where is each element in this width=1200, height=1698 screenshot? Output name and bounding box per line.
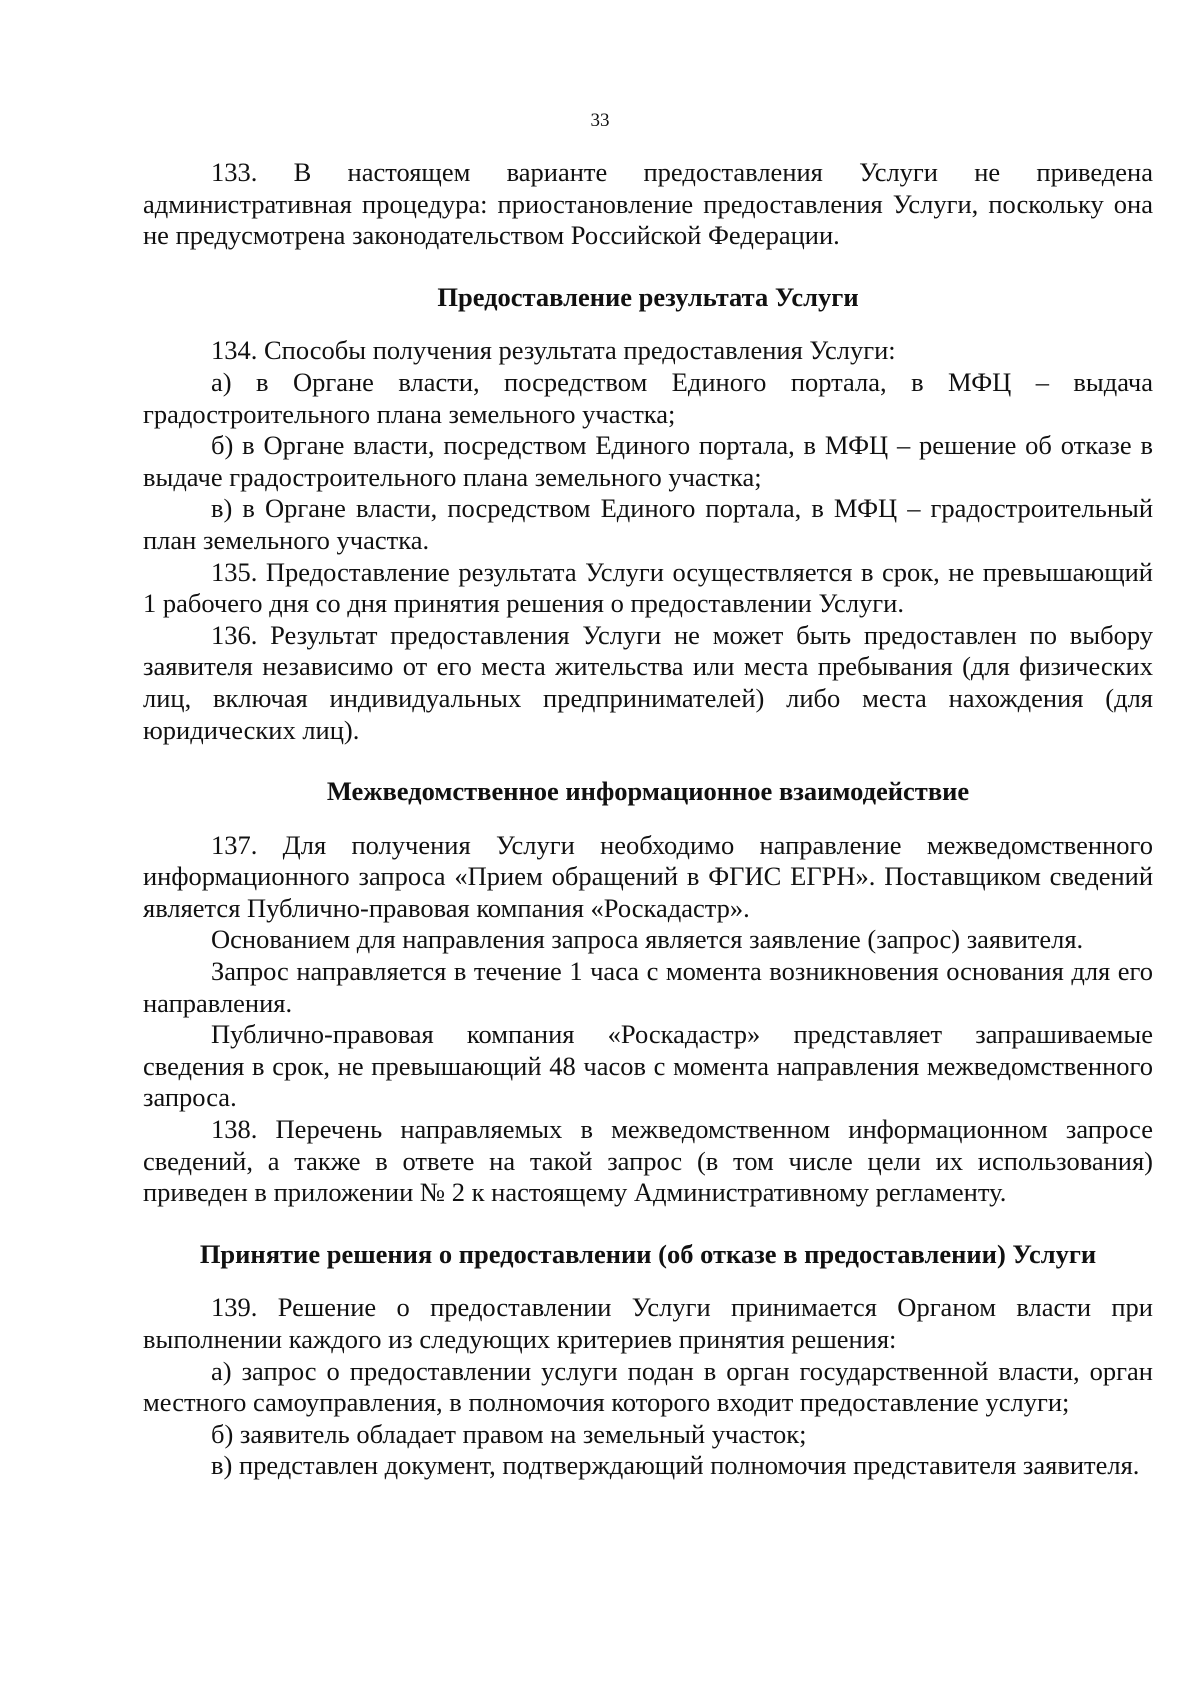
paragraph-139-v: в) представлен документ, подтверждающий полномочия представителя заявителя. [211,1450,1140,1481]
paragraph-134-a: а) в Органе власти, посредством Единого портала, в МФЦ – выдача градостроительного плана земельного участка; [143,366,1153,429]
paragraph-139-b: б) заявитель обладает правом на земельный участок; [211,1418,807,1449]
paragraph-134: 134. Способы получения результата предоставления Услуги: [211,335,896,366]
paragraph-134-b: б) в Органе власти, посредством Единого портала, в МФЦ – решение об отказе в выдаче градостроительного плана земельного участка; [143,430,1153,492]
document-body [143,157,1153,1482]
spacer [143,252,1153,282]
heading-result: Предоставление результата Услуги [437,281,859,312]
paragraph-138: 138. Перечень направляемых в межведомственном информационном запросе сведений, а также в ответе на такой запрос (в том числе цели их использования) приведен в приложении № 2 к настоящему Административному регламенту. [143,1114,1153,1208]
spacer [143,313,1153,335]
paragraph-136: 136. Результат предоставления Услуги не может быть предоставлен по выбору заявителя независимо от его места жительства или места пребывания (для физических лиц, включая индивидуальных предпринимателей) либо места нахождения (для юридических лиц). [143,619,1153,745]
paragraph-137-response: Публично-правовая компания «Роскадастр» представляет запрашиваемые сведения в срок, не превышающий 48 часов с момента направления межведомственного запроса. [143,1019,1153,1113]
paragraph-135: 135. Предоставление результата Услуги осуществляется в срок, не превышающий 1 рабочего дня со дня принятия решения о предоставлении Услуги. [143,556,1153,619]
paragraph-139-a: а) запрос о предоставлении услуги подан в орган государственной власти, орган местного самоуправления, в полномочия которого входит предоставление услуги; [143,1355,1153,1418]
paragraph-139: 139. Решение о предоставлении Услуги принимается Органом власти при выполнении каждого из следующих критериев принятия решения: [143,1292,1153,1354]
spacer [143,746,1153,776]
spacer [143,1270,1153,1292]
spacer [143,1209,1153,1239]
heading-decision: Принятие решения о предоставлении (об отказе в предоставлении) Услуги [199,1238,1097,1269]
heading-interagency: Межведомственное информационное взаимодействие [326,776,970,807]
paragraph-133: 133. В настоящем варианте предоставления Услуги не приведена административная процедура: приостановление предоставления Услуги, поскольку она не предусмотрена законодательством Российской Федерации. [143,157,1153,251]
paragraph-134-v: в) в Органе власти, посредством Единого портала, в МФЦ – градостроительный план земельного участка. [143,493,1153,555]
paragraph-137: 137. Для получения Услуги необходимо направление межведомственного информационного запроса «Прием обращений в ФГИС ЕГРН». Поставщиком сведений является Публично-правовая компания «Роскадастр». [143,829,1153,923]
paragraph-137-timing: Запрос направляется в течение 1 часа с момента возникновения основания для его направления. [143,956,1153,1018]
page-number: 33 [590,110,610,131]
paragraph-137-basis: Основанием для направления запроса является заявление (запрос) заявителя. [211,924,1084,955]
spacer [143,808,1153,830]
